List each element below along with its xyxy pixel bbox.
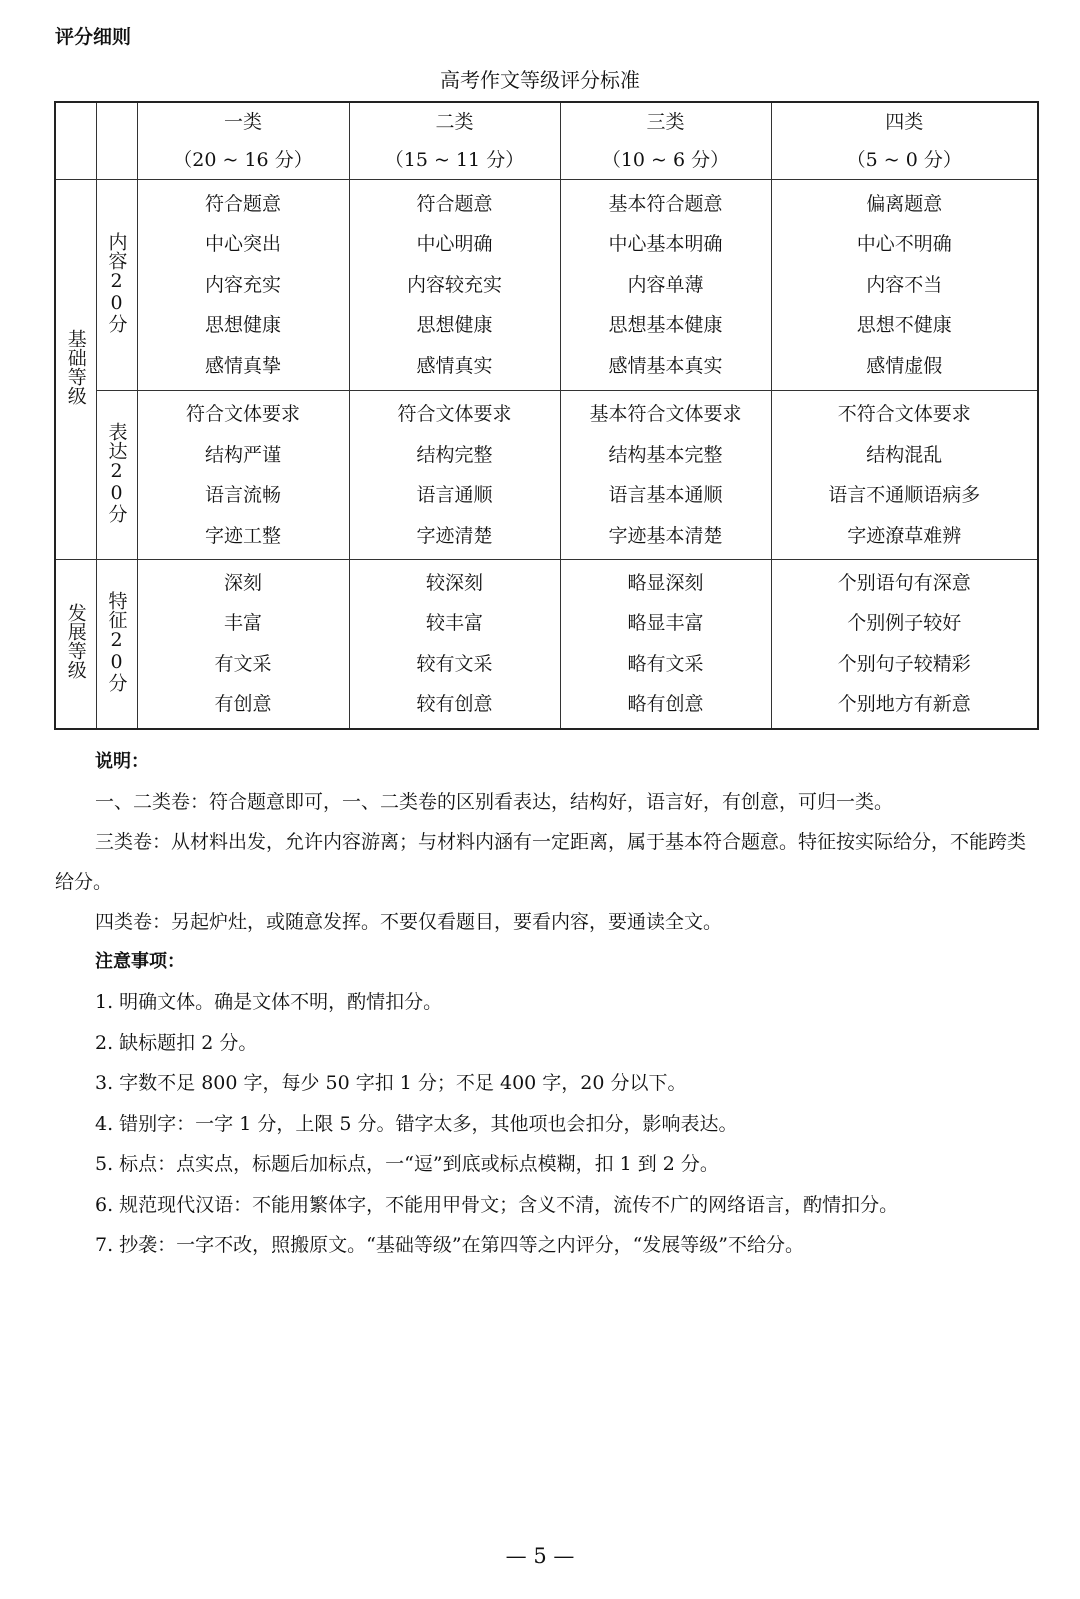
features-cell-3 [560,560,771,729]
criterion: 思想不健康 [856,314,952,337]
criterion: 丰富 [223,612,262,635]
features-cell-1 [137,560,349,729]
criterion: 感情真实 [416,354,493,377]
criterion: 符合文体要求 [185,403,300,425]
section-label: 评分细则 [55,26,132,48]
grade-range: （10 ~ 6 分） [601,149,730,171]
content-row [55,180,1038,391]
grade-header-4 [771,102,1038,180]
content-cell-3 [560,180,771,391]
criterion: 中心明确 [416,233,493,256]
criterion: 字迹潦草难辨 [847,524,962,547]
criterion: 略有创意 [627,693,704,716]
criterion: 思想健康 [204,314,281,337]
grade-range: （15 ~ 11 分） [384,149,525,171]
criterion: 略显丰富 [627,612,704,635]
criterion: 符合题意 [416,192,493,215]
criterion: 略有文采 [627,652,704,675]
criterion: 中心基本明确 [608,233,723,256]
features-row [55,560,1038,729]
notices-heading: 注意事项： [95,951,185,972]
explanation-heading: 说明： [95,751,149,772]
corner-cell-1 [55,102,96,180]
criterion: 有创意 [214,693,272,716]
grade-range: （20 ~ 16 分） [173,149,313,171]
criterion: 结构混乱 [866,443,943,466]
criterion: 基本符合题意 [608,192,723,215]
expression-row [55,391,1038,560]
expression-cell-3 [560,391,771,560]
criterion: 结构基本完整 [608,443,723,466]
notice-item: 4. 错别字：一字 1 分，上限 5 分。错字太多，其他项也会扣分，影响表达。 [95,1112,738,1135]
notice-item: 6. 规范现代汉语：不能用繁体字，不能用甲骨文；含义不清，流传不广的网络语言，酌情扣分。 [95,1193,899,1216]
criterion: 语言流畅 [204,484,281,506]
rubric-table [54,101,1039,730]
criterion: 偏离题意 [866,192,943,215]
criterion: 较有文采 [416,652,493,675]
criterion: 较有创意 [416,693,493,716]
criterion: 中心不明确 [856,233,952,256]
explanation-paragraph: 四类卷：另起炉灶，或随意发挥。不要仅看题目，要看内容，要通读全文。 [95,911,723,933]
criterion: 内容充实 [204,273,281,296]
expression-cell-2 [349,391,560,560]
grade-name: 三类 [646,111,685,133]
criterion: 思想健康 [416,314,493,337]
header-row [55,102,1038,180]
criterion: 内容单薄 [627,273,704,296]
criterion: 较深刻 [425,571,483,594]
criterion: 感情真挚 [204,354,281,377]
grade-name: 一类 [223,111,262,133]
grade-name: 二类 [435,111,474,133]
explanation-paragraph: 三类卷：从材料出发，允许内容游离；与材料内涵有一定距离，属于基本符合题意。特征按实际给分，不能跨类给分。 [55,831,1027,893]
row-label: 特征20分 [105,590,128,692]
criterion: 个别例子较好 [847,612,962,635]
features-cell-2 [349,560,560,729]
notes-section [55,742,1040,1266]
criterion: 字迹工整 [204,524,281,547]
grade-header-1 [137,102,349,180]
criterion: 思想基本健康 [608,314,723,337]
criterion: 字迹清楚 [416,524,493,547]
criterion: 语言不通顺语病多 [828,484,981,506]
criterion: 字迹基本清楚 [608,524,723,547]
grade-header-3 [560,102,771,180]
group-label: 发展等级 [64,603,87,680]
criterion: 结构完整 [416,443,493,466]
criterion: 内容较充实 [406,273,502,296]
group-label: 基础等级 [64,329,87,405]
criterion: 内容不当 [866,273,943,296]
notice-item: 2. 缺标题扣 2 分。 [95,1031,258,1054]
criterion: 个别语句有深意 [837,571,971,594]
content-cell-1 [137,180,349,391]
content-label-cell [96,180,137,391]
corner-cell-2 [96,102,137,180]
row-label: 表达20分 [105,422,128,523]
criterion: 较丰富 [425,612,483,635]
page-number: — 5 — [505,1544,575,1568]
basic-level-group [55,180,96,560]
criterion: 感情基本真实 [608,354,723,377]
criterion: 不符合文体要求 [837,403,971,425]
expression-cell-1 [137,391,349,560]
content-cell-4 [771,180,1038,391]
notice-item: 1. 明确文体。确是文体不明，酌情扣分。 [95,991,443,1013]
grade-header-2 [349,102,560,180]
grade-range: （5 ~ 0 分） [846,149,962,171]
development-level-group [55,560,96,729]
criterion: 深刻 [223,571,262,594]
criterion: 符合题意 [204,192,281,215]
notice-item: 5. 标点：点实点，标题后加标点，一“逗”到底或标点模糊，扣 1 到 2 分。 [95,1153,719,1175]
features-label-cell [96,560,137,729]
criterion: 中心突出 [204,233,281,256]
criterion: 有文采 [214,652,272,675]
content-cell-2 [349,180,560,391]
explanation-paragraph: 一、二类卷：符合题意即可，一、二类卷的区别看表达，结构好，语言好，有创意，可归一类。 [95,791,894,813]
criterion: 个别地方有新意 [837,693,971,716]
features-cell-4 [771,560,1038,729]
criterion: 语言基本通顺 [608,484,723,506]
criterion: 符合文体要求 [397,403,512,425]
criterion: 略显深刻 [627,571,704,594]
criterion: 结构严谨 [204,443,281,466]
document-title: 高考作文等级评分标准 [440,68,640,92]
grade-name: 四类 [885,111,924,133]
criterion: 基本符合文体要求 [589,403,742,425]
criterion: 语言通顺 [416,484,493,506]
row-label: 内容20分 [105,232,128,333]
notice-item: 7. 抄袭：一字不改，照搬原文。“基础等级”在第四等之内评分，“发展等级”不给分。 [95,1234,805,1256]
criterion: 感情虚假 [866,354,943,377]
expression-cell-4 [771,391,1038,560]
notice-item: 3. 字数不足 800 字，每少 50 字扣 1 分；不足 400 字，20 分以下。 [95,1072,687,1094]
expression-label-cell [96,391,137,560]
criterion: 个别句子较精彩 [837,652,971,675]
